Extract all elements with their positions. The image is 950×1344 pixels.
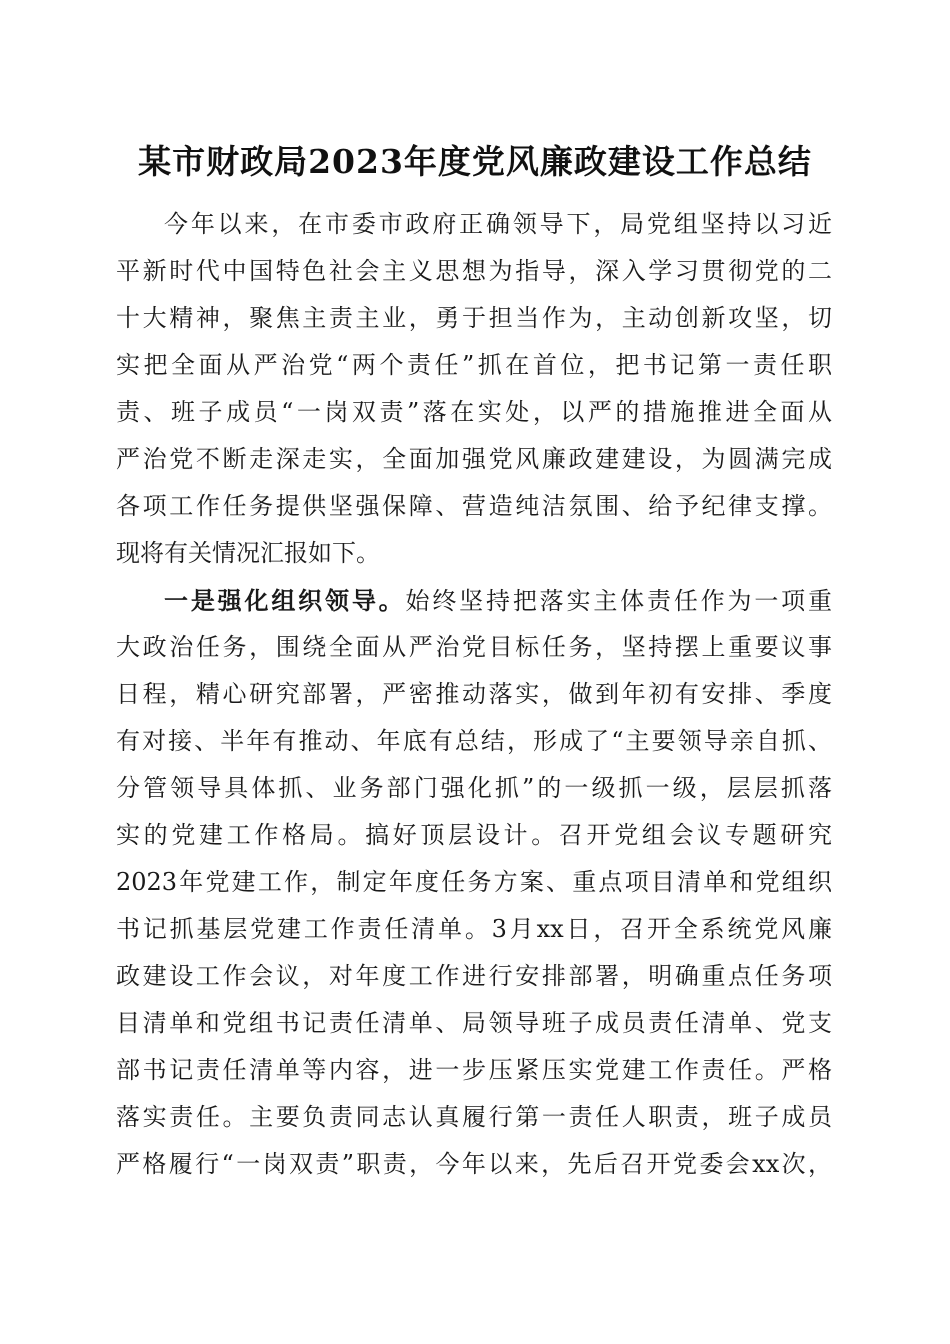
paragraph-line: 责、班子成员“一岗双责”落在实处，以严的措施推进全面从 [116, 398, 832, 426]
paragraph-lead-heading: 一是强化组织领导。 [164, 586, 406, 615]
paragraph-line: 实把全面从严治党“两个责任”抓在首位，把书记第一责任职 [116, 351, 832, 379]
paragraph-line: 今年以来，在市委市政府正确领导下，局党组坚持以习近 [164, 210, 832, 238]
paragraph-line: 部书记责任清单等内容，进一步压紧压实党建工作责任。严格 [116, 1056, 832, 1084]
paragraph-line: 平新时代中国特色社会主义思想为指导，深入学习贯彻党的二 [116, 257, 832, 285]
paragraph-line: 有对接、半年有推动、年底有总结，形成了“主要领导亲自抓、 [116, 727, 832, 755]
paragraph-organization-leadership [116, 577, 832, 1188]
paragraph-line: 现将有关情况汇报如下。 [116, 539, 380, 567]
paragraph-line [116, 577, 832, 624]
paragraph-line: 各项工作任务提供坚强保障、营造纯洁氛围、给予纪律支撑。 [116, 492, 832, 520]
paragraph-line: 目清单和党组书记责任清单、局领导班子成员责任清单、党支 [116, 1009, 832, 1037]
paragraph-line: 严格履行“一岗双责”职责，今年以来，先后召开党委会xx次， [116, 1150, 832, 1178]
paragraph-line: 书记抓基层党建工作责任清单。3月xx日，召开全系统党风廉 [116, 915, 832, 943]
document-body [116, 201, 832, 1188]
paragraph-intro [116, 201, 832, 577]
paragraph-line: 日程，精心研究部署，严密推动落实，做到年初有安排、季度 [116, 680, 832, 708]
document-title: 某市财政局2023年度党风廉政建设工作总结 [138, 142, 812, 181]
paragraph-line-text: 始终坚持把落实主体责任作为一项重 [405, 587, 832, 615]
paragraph-line: 十大精神，聚焦主责主业，勇于担当作为，主动创新攻坚，切 [116, 304, 832, 332]
paragraph-line: 大政治任务，围绕全面从严治党目标任务，坚持摆上重要议事 [116, 633, 832, 661]
paragraph-line: 实的党建工作格局。搞好顶层设计。召开党组会议专题研究 [116, 821, 832, 849]
paragraph-line: 分管领导具体抓、业务部门强化抓”的一级抓一级，层层抓落 [116, 774, 832, 802]
paragraph-line: 政建设工作会议，对年度工作进行安排部署，明确重点任务项 [116, 962, 832, 990]
paragraph-line: 2023年党建工作，制定年度任务方案、重点项目清单和党组织 [116, 868, 832, 896]
paragraph-line: 落实责任。主要负责同志认真履行第一责任人职责，班子成员 [116, 1103, 832, 1131]
paragraph-line: 严治党不断走深走实，全面加强党风廉政建建设，为圆满完成 [116, 445, 832, 473]
